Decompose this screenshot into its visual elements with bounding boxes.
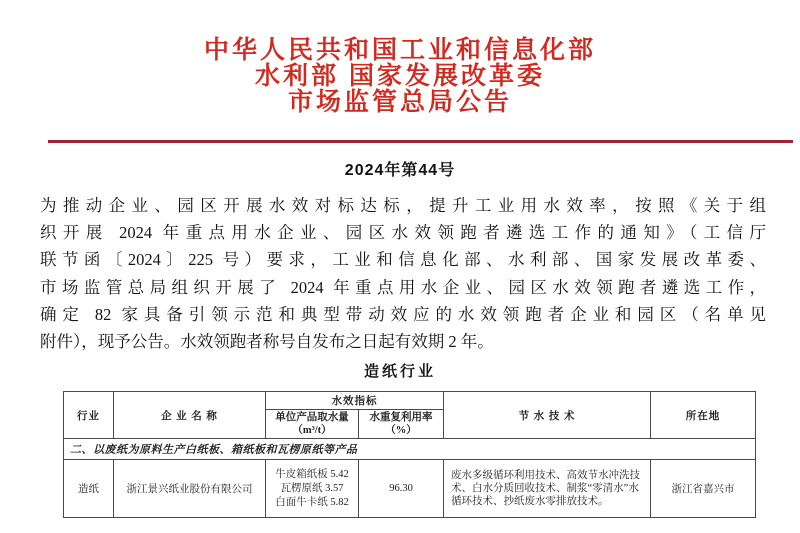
paragraph-line: 联节函〔2024〕225 号）要求，工业和信息化部、水利部、国家发展改革委、 [40, 250, 766, 270]
paragraph-line: 织开展 2024 年重点用水企业、园区水效领跑者遴选工作的通知》（工信厅 [40, 223, 766, 243]
header-reuse-unit: （%） [385, 425, 417, 436]
water-efficiency-table [63, 391, 756, 518]
header-technology: 节 水 技 术 [444, 392, 651, 439]
header-industry: 行业 [64, 392, 114, 439]
header-location: 所在地 [651, 392, 756, 439]
category-label: 二、以废纸为原料生产白纸板、箱纸板和瓦楞原纸等产品 [64, 439, 756, 460]
document-number: 2024年第44号 [344, 162, 456, 179]
intake-cell [266, 460, 359, 518]
header-intake [266, 410, 359, 439]
body-paragraph [40, 192, 766, 355]
paragraph-line: 附件），现予公告。水效领跑者称号自发布之日起有效期 2 年。 [40, 332, 494, 352]
header-reuse-name: 水重复利用率 [369, 412, 433, 423]
title-line-3: 市场监管总局公告 [287, 88, 512, 116]
industry-cell: 造纸 [64, 460, 114, 518]
header-indicator-group: 水效指标 [266, 392, 444, 410]
paragraph-line: 确定 82 家具备引领示范和典型带动效应的水效领跑者企业和园区（名单见 [40, 304, 766, 324]
announcement-title [0, 37, 800, 115]
table-row [64, 460, 756, 518]
paragraph-line: 市场监管总局组织开展了 2024 年重点用水企业、园区水效领跑者遴选工作， [40, 277, 766, 297]
title-line-2: 水利部 国家发展改革委 [255, 62, 545, 90]
intake-value-line: 瓦楞原纸 3.57 [280, 482, 344, 494]
paragraph-line: 为推动企业、园区开展水效对标达标，提升工业用水效率，按照《关于组 [40, 196, 766, 215]
location-cell: 浙江省嘉兴市 [651, 460, 756, 518]
title-line-1: 中华人民共和国工业和信息化部 [203, 36, 596, 64]
intake-value-line: 白面牛卡纸 5.82 [275, 496, 349, 508]
reuse-rate-cell: 96.30 [359, 460, 444, 518]
company-cell: 浙江景兴纸业股份有限公司 [114, 460, 266, 518]
industry-section-title: 造纸行业 [363, 364, 436, 380]
header-intake-name: 单位产品取水量 [275, 412, 349, 423]
technology-cell: 废水多级循环利用技术、高效节水冲洗技术、白水分质回收技术、制浆“零清水”水循环技术、抄纸废水零排放技术。 [444, 460, 651, 518]
header-reuse [359, 410, 444, 439]
header-company: 企 业 名 称 [114, 392, 266, 439]
table-category-row [64, 439, 756, 460]
red-divider-rule [48, 140, 793, 143]
intake-value-line: 牛皮箱纸板 5.42 [275, 468, 349, 480]
header-intake-unit: （m³/t） [292, 425, 332, 436]
table-header-row-1 [64, 392, 756, 410]
